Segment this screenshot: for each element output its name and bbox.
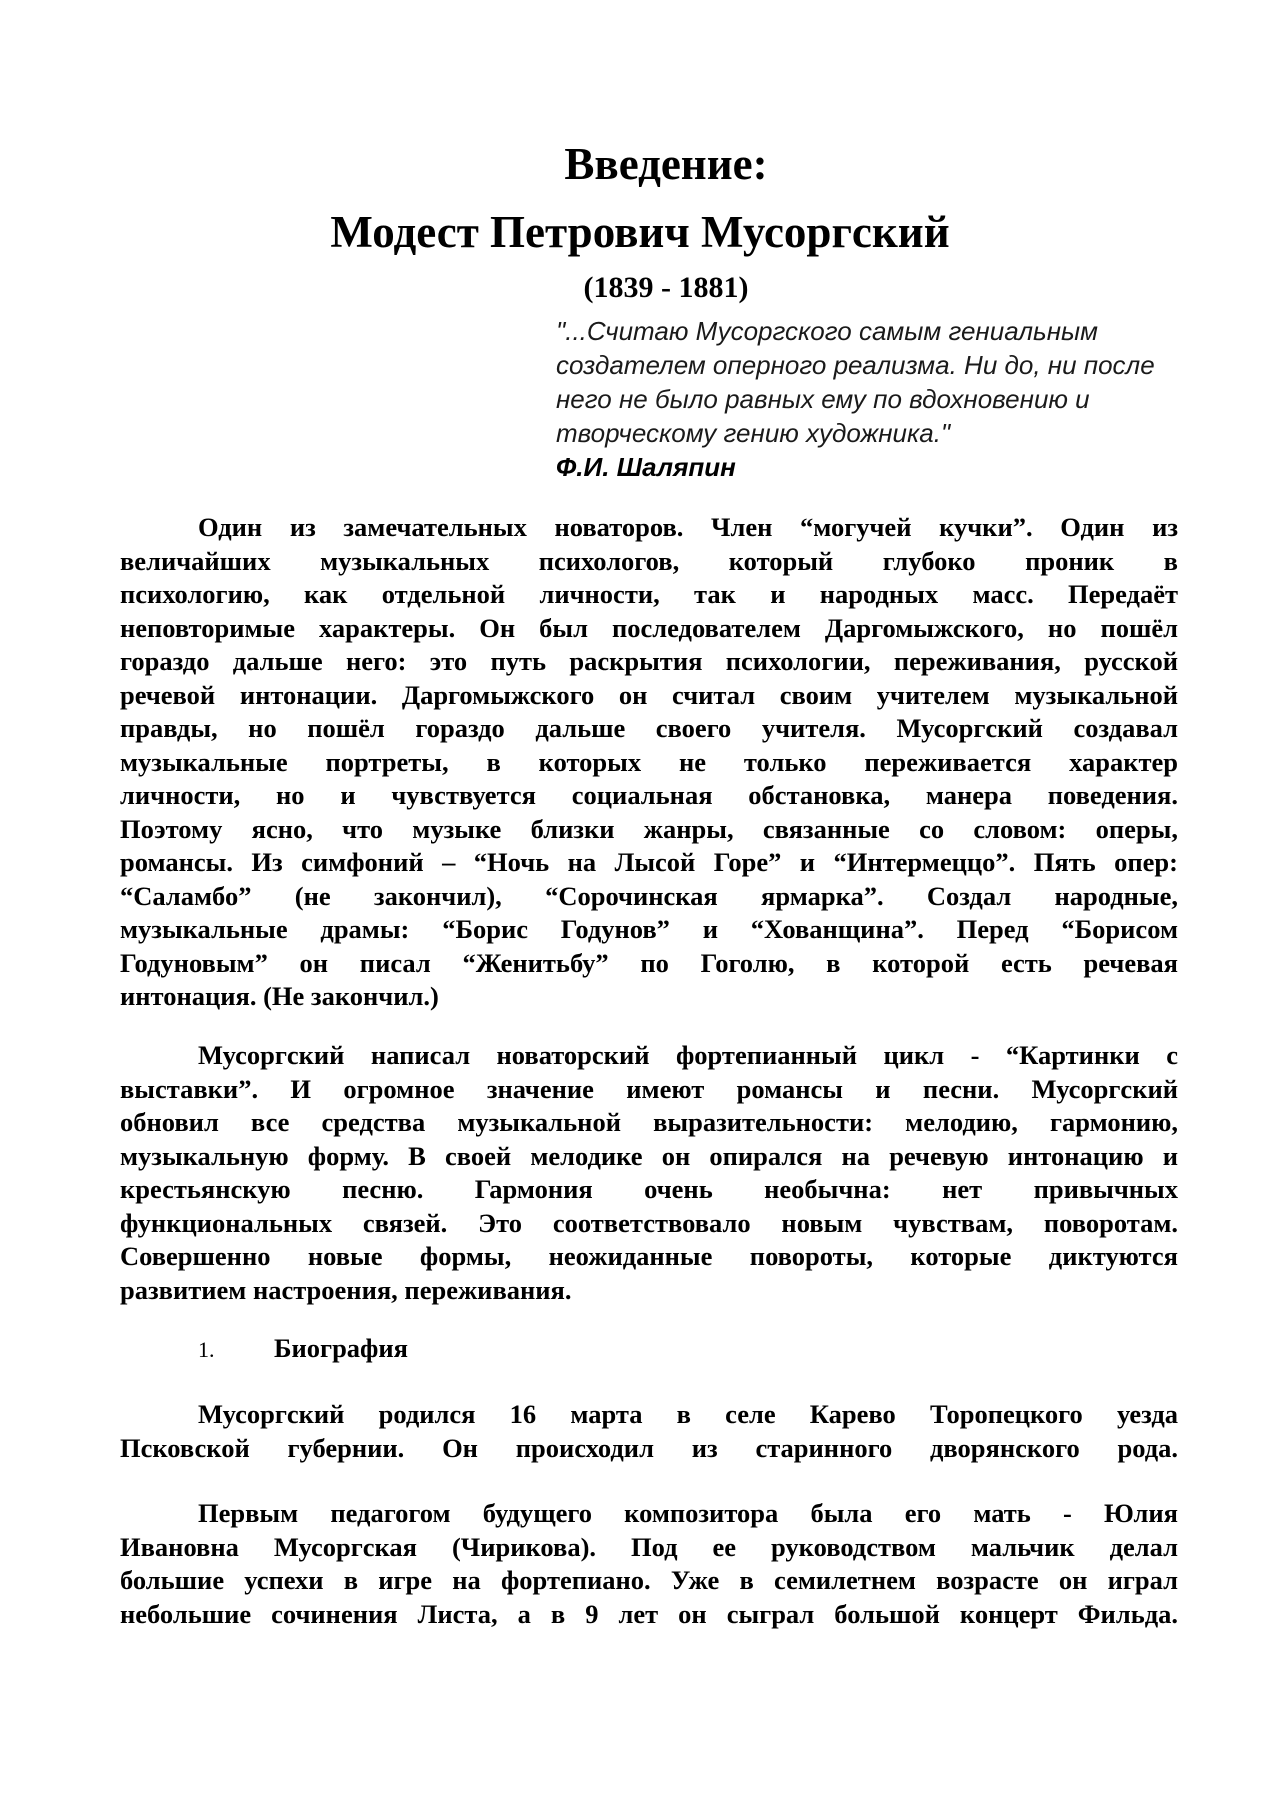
intro-paragraph-2 bbox=[120, 1039, 1178, 1307]
text-line: правды, но пошёл гораздо дальше своего учителя. Мусоргский создавал bbox=[120, 713, 1178, 743]
epigraph-line: "...Считаю Мусоргского самым гениальным bbox=[556, 316, 1098, 346]
text-line: функциональных связей. Это соответствовало новым чувствам, поворотам. bbox=[120, 1207, 1178, 1238]
epigraph-line: создателем оперного реализма. Ни до, ни после bbox=[556, 350, 1155, 380]
text-line: речевой интонации. Даргомыжского он считал своим учителем музыкальной bbox=[120, 679, 1178, 710]
text-line: Ивановна Мусоргская (Чирикова). Под ее руководством мальчик делал bbox=[120, 1531, 1178, 1562]
biography-paragraph-2 bbox=[120, 1497, 1178, 1631]
text-line: небольшие сочинения Листа, а в 9 лет он сыграл большой концерт Фильда. bbox=[120, 1598, 1178, 1629]
biography-paragraph-1 bbox=[120, 1398, 1178, 1465]
section-heading-biography bbox=[198, 1331, 408, 1367]
text-line: большие успехи в игре на фортепиано. Уже в семилетнем возрасте он играл bbox=[120, 1565, 1178, 1595]
text-line: гораздо дальше него: это путь раскрытия психологии, переживания, русской bbox=[120, 646, 1178, 676]
text-line: “Саламбо” (не закончил), “Сорочинская ярмарка”. Создал народные, bbox=[120, 880, 1178, 911]
text-line: Первым педагогом будущего композитора была его мать - Юлия bbox=[198, 1498, 1178, 1528]
text-line: интонация. (Не закончил.) bbox=[120, 981, 439, 1011]
life-dates: (1839 - 1881) bbox=[583, 271, 749, 304]
epigraph-line: творческому гению художника." bbox=[556, 418, 951, 448]
text-line: музыкальные портреты, в которых не только переживается характер bbox=[120, 746, 1178, 777]
text-line: романсы. Из симфоний – “Ночь на Лысой Горе” и “Интермеццо”. Пять опер: bbox=[120, 847, 1178, 877]
text-line: обновил все средства музыкальной выразительности: мелодию, гармонию, bbox=[120, 1107, 1178, 1137]
page-title: Введение: bbox=[564, 139, 768, 189]
text-line: величайших музыкальных психологов, который глубоко проник в bbox=[120, 545, 1178, 576]
text-line: музыкальную форму. В своей мелодике он опирался на речевую интонацию и bbox=[120, 1140, 1178, 1171]
text-line: Один из замечательных новаторов. Член “могучей кучки”. Один из bbox=[198, 512, 1178, 542]
text-line: развитием настроения, переживания. bbox=[120, 1274, 572, 1305]
composer-name-heading: Модест Петрович Мусоргский bbox=[330, 207, 950, 257]
section-number: 1. bbox=[198, 1337, 215, 1362]
text-line: музыкальные драмы: “Борис Годунов” и “Хованщина”. Перед “Борисом bbox=[120, 914, 1178, 944]
intro-paragraph-1 bbox=[120, 511, 1178, 1014]
section-title: Биография bbox=[274, 1333, 409, 1363]
text-line: выставки”. И огромное значение имеют романсы и песни. Мусоргский bbox=[120, 1073, 1178, 1104]
text-line: психологию, как отдельной личности, так и народных масс. Передаёт bbox=[120, 579, 1178, 609]
text-line: Псковской губернии. Он происходил из старинного дворянского рода. bbox=[120, 1432, 1178, 1463]
text-line: неповторимые характеры. Он был последователем Даргомыжского, но пошёл bbox=[120, 612, 1178, 643]
text-line: Поэтому ясно, что музыке близки жанры, связанные со словом: оперы, bbox=[120, 813, 1178, 844]
text-line: крестьянскую песню. Гармония очень необычна: нет привычных bbox=[120, 1174, 1178, 1204]
epigraph-line: него не было равных ему по вдохновению и bbox=[556, 384, 1090, 414]
text-line: Мусоргский написал новаторский фортепианный цикл - “Картинки с bbox=[198, 1040, 1178, 1070]
epigraph-quote bbox=[556, 314, 1196, 484]
text-line: Мусоргский родился 16 марта в селе Карево Торопецкого уезда bbox=[198, 1399, 1178, 1429]
text-line: личности, но и чувствуется социальная обстановка, манера поведения. bbox=[120, 780, 1178, 810]
epigraph-author: Ф.И. Шаляпин bbox=[556, 452, 736, 482]
text-line: Совершенно новые формы, неожиданные повороты, которые диктуются bbox=[120, 1241, 1178, 1271]
text-line: Годуновым” он писал “Женитьбу” по Гоголю, в которой есть речевая bbox=[120, 947, 1178, 978]
